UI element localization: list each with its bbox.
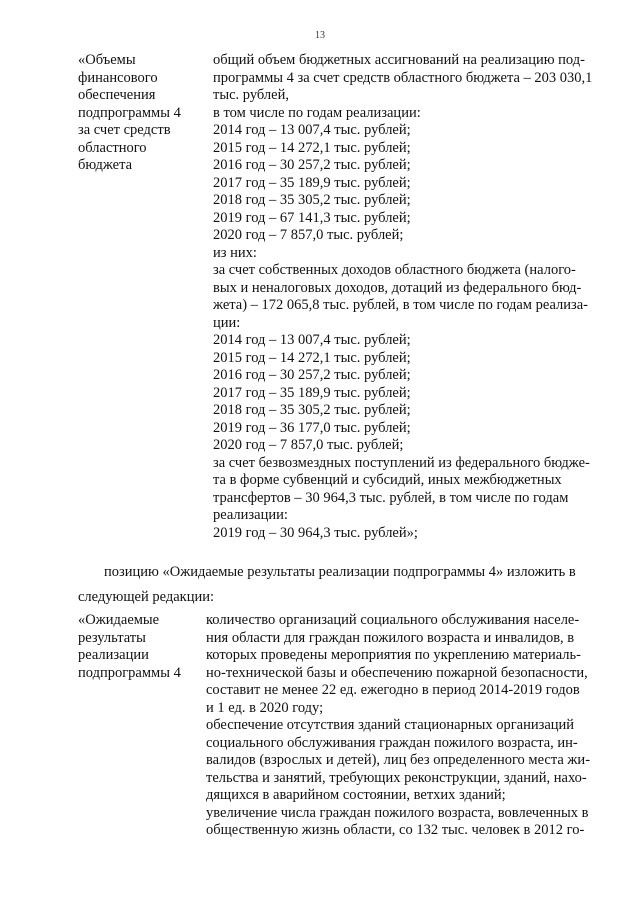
content-line: в том числе по годам реализации: — [213, 104, 421, 121]
content-line: тыс. рублей, — [213, 87, 289, 103]
label-line: результаты — [78, 629, 146, 646]
content-line: но-технической базы и обеспечению пожарной безопасности, — [206, 664, 588, 681]
financing-label — [78, 52, 198, 175]
content-line: вых и неналоговых доходов, дотаций из федерального бюд- — [213, 279, 582, 296]
label-line: подпрограммы 4 — [78, 664, 181, 681]
content-line: 2015 год – 14 272,1 тыс. рублей; — [213, 349, 411, 366]
content-line: из них: — [213, 244, 257, 261]
content-line: 2017 год – 35 189,9 тыс. рублей; — [213, 384, 411, 401]
content-line: 2019 год – 30 964,3 тыс. рублей»; — [213, 524, 418, 541]
content-line: которых проведены мероприятия по укреплению материаль- — [206, 647, 581, 663]
content-line: 2020 год – 7 857,0 тыс. рублей; — [213, 437, 404, 453]
instruction-line-1: позицию «Ожидаемые результаты реализации подпрограммы 4» изложить в — [104, 564, 576, 580]
content-line: 2015 год – 14 272,1 тыс. рублей; — [213, 139, 411, 156]
content-line: 2018 год – 35 305,2 тыс. рублей; — [213, 402, 411, 418]
content-line: жета) – 172 065,8 тыс. рублей, в том числе по годам реализа- — [213, 297, 589, 313]
content-line: 2016 год – 30 257,2 тыс. рублей; — [213, 367, 411, 383]
financing-content — [213, 52, 613, 542]
label-line: бюджета — [78, 157, 133, 173]
label-line: областного — [78, 139, 147, 156]
expected-results-label — [78, 612, 198, 682]
content-line: 2014 год – 13 007,4 тыс. рублей; — [213, 332, 411, 348]
content-line: программы 4 за счет средств областного бюджета – 203 030,1 — [213, 69, 593, 86]
content-line: та в форме субвенций и субсидий, иных межбюджетных — [213, 472, 562, 488]
content-line: трансфертов – 30 964,3 тыс. рублей, в том числе по годам — [213, 489, 569, 506]
content-line: за счет собственных доходов областного бюджета (налого- — [213, 262, 576, 278]
content-line: за счет безвозмездных поступлений из федерального бюдже- — [213, 454, 590, 471]
content-line: 2020 год – 7 857,0 тыс. рублей; — [213, 227, 404, 243]
content-line: общественную жизнь области, со 132 тыс. человек в 2012 го- — [206, 822, 585, 838]
label-line: за счет средств — [78, 122, 171, 138]
expected-results-content — [206, 612, 606, 840]
label-line: «Ожидаемые — [78, 612, 160, 628]
content-line: 2019 год – 36 177,0 тыс. рублей; — [213, 419, 411, 436]
content-line: 2018 год – 35 305,2 тыс. рублей; — [213, 192, 411, 208]
content-line: 2019 год – 67 141,3 тыс. рублей; — [213, 209, 411, 226]
content-line: 2017 год – 35 189,9 тыс. рублей; — [213, 174, 411, 191]
content-line: увеличение числа граждан пожилого возраста, вовлеченных в — [206, 804, 589, 821]
label-line: «Объемы — [78, 52, 136, 68]
content-line: 2016 год – 30 257,2 тыс. рублей; — [213, 157, 411, 173]
content-line: составит не менее 22 ед. ежегодно в период 2014-2019 годов — [206, 682, 580, 698]
content-line: тельства и занятий, требующих реконструкции, зданий, нахо- — [206, 769, 587, 786]
content-line: социального обслуживания граждан пожилого возраста, ин- — [206, 734, 578, 751]
label-line: реализации — [78, 647, 149, 663]
label-line: обеспечения — [78, 87, 156, 103]
content-line: ции: — [213, 314, 241, 331]
content-line: обеспечение отсутствия зданий стационарных организаций — [206, 717, 575, 733]
content-line: количество организаций социального обслуживания населе- — [206, 612, 580, 628]
content-line: ния области для граждан пожилого возраста и инвалидов, в — [206, 629, 575, 646]
page-number: 13 — [315, 30, 325, 41]
content-line: валидов (взрослых и детей), лиц без определенного места жи- — [206, 752, 591, 768]
content-line: 2014 год – 13 007,4 тыс. рублей; — [213, 122, 411, 138]
label-line: подпрограммы 4 — [78, 104, 181, 121]
content-line: общий объем бюджетных ассигнований на реализацию под- — [213, 52, 585, 68]
content-line: и 1 ед. в 2020 году; — [206, 699, 324, 716]
label-line: финансового — [78, 69, 158, 86]
content-line: дящихся в аварийном состоянии, ветхих зданий; — [206, 787, 506, 803]
instruction-line-2: следующей редакции: — [78, 589, 215, 605]
content-line: реализации: — [213, 507, 288, 523]
